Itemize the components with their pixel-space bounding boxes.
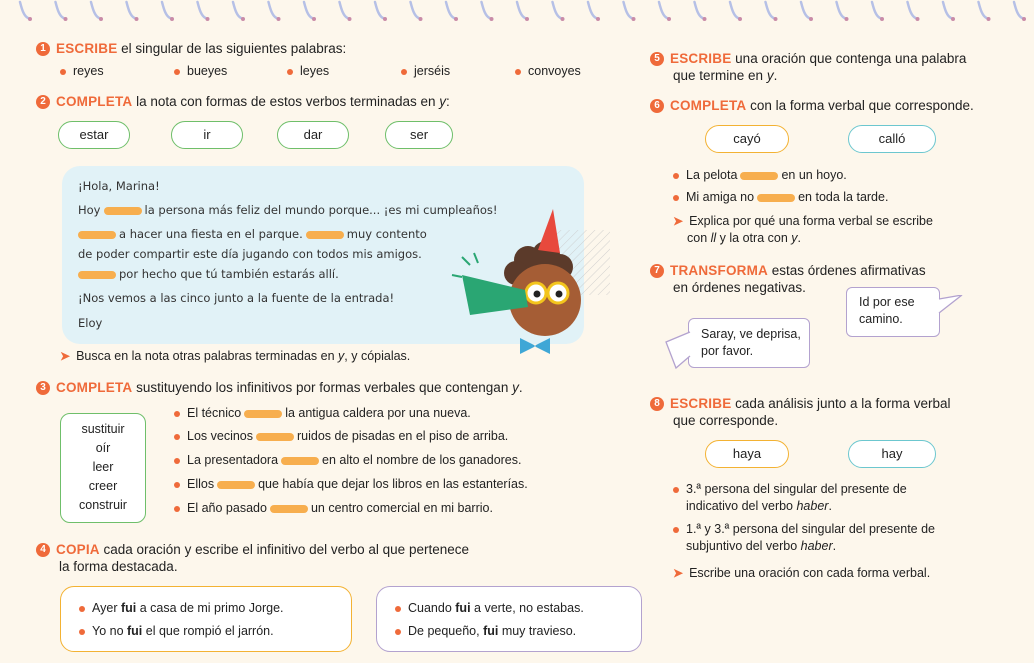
note-line: por hecho que tú también estarás allí. bbox=[78, 267, 339, 281]
sentences-box-right bbox=[376, 586, 642, 652]
sentence-item: Ayer fui a casa de mi primo Jorge. bbox=[79, 601, 284, 615]
note-line: ¡Hola, Marina! bbox=[78, 179, 160, 193]
answer-blank bbox=[306, 231, 344, 239]
spiral-binding bbox=[0, 0, 1034, 24]
exercise-number: 2 bbox=[36, 95, 50, 109]
instruction-text-continued: que corresponde. bbox=[673, 413, 779, 428]
sentence-item: Yo no fui el que rompió el jarrón. bbox=[79, 624, 274, 638]
sentence-item: El año pasado un centro comercial en mi barrio. bbox=[174, 501, 493, 515]
sentence-item: La pelota en un hoyo. bbox=[673, 168, 847, 182]
note-signature: Eloy bbox=[78, 316, 103, 330]
exercise-number: 6 bbox=[650, 99, 664, 113]
instruction-verb: ESCRIBE bbox=[56, 41, 118, 56]
word-item: reyes bbox=[60, 64, 104, 78]
verb-pill: cayó bbox=[705, 125, 789, 153]
instruction-verb: COMPLETA bbox=[56, 94, 133, 109]
speech-bubble-tail bbox=[938, 295, 966, 321]
exercise-1-heading bbox=[36, 40, 346, 57]
task-line: ➤ Busca en la nota otras palabras terminadas en y, y cópialas. bbox=[60, 349, 411, 363]
sentence-item: El técnico la antigua caldera por una nueva. bbox=[174, 406, 471, 420]
sentence-item: Cuando fui a verte, no estabas. bbox=[395, 601, 584, 615]
instruction-text-continued: que termine en y. bbox=[673, 68, 778, 83]
sentence-item: Ellos que había que dejar los libros en las estanterías. bbox=[174, 477, 528, 491]
exercise-number: 4 bbox=[36, 543, 50, 557]
answer-blank bbox=[78, 231, 116, 239]
sentence-item: La presentadora en alto el nombre de los ganadores. bbox=[174, 453, 522, 467]
word-item: convoyes bbox=[515, 64, 581, 78]
sentence-item: De pequeño, fui muy travieso. bbox=[395, 624, 576, 638]
exercise-7-heading: 7 TRANSFORMA estas órdenes afirmativas bbox=[650, 262, 926, 279]
word-item: jerséis bbox=[401, 64, 450, 78]
note-line: Hoy la persona más feliz del mundo porque... ¡es mi cumpleaños! bbox=[78, 203, 498, 217]
answer-blank bbox=[78, 271, 116, 279]
birthday-boy-illustration bbox=[450, 205, 615, 355]
word-item: leyes bbox=[287, 64, 329, 78]
sentence-item: Los vecinos ruidos de pisadas en el piso de arriba. bbox=[174, 429, 508, 443]
verb-pill: hay bbox=[848, 440, 936, 468]
analysis-item: 1.ª y 3.ª persona del singular del presente de bbox=[673, 522, 935, 536]
task-line: ➤ Explica por qué una forma verbal se escribe bbox=[673, 214, 933, 228]
instruction-verb: COMPLETA bbox=[670, 98, 747, 113]
speech-bubble-tail bbox=[664, 330, 692, 370]
task-line-continued: con ll y la otra con y. bbox=[687, 231, 801, 245]
sentence-item: Mi amiga no en toda la tarde. bbox=[673, 190, 888, 204]
exercise-3-heading: 3 COMPLETA sustituyendo los infinitivos por formas verbales que contengan y. bbox=[36, 379, 523, 396]
instruction-text: el singular de las siguientes palabras: bbox=[117, 41, 347, 56]
analysis-item-continued: indicativo del verbo haber. bbox=[686, 499, 832, 513]
word-item: bueyes bbox=[174, 64, 227, 78]
exercise-5-heading: 5 ESCRIBE una oración que contenga una palabra bbox=[650, 50, 966, 67]
analysis-item: 3.ª persona del singular del presente de bbox=[673, 482, 907, 496]
note-line: ¡Nos vemos a las cinco junto a la fuente de la entrada! bbox=[78, 291, 395, 305]
instruction-verb: TRANSFORMA bbox=[670, 263, 768, 278]
exercise-number: 7 bbox=[650, 264, 664, 278]
task-line: ➤ Escribe una oración con cada forma verbal. bbox=[673, 566, 931, 580]
note-line: de poder compartir este día jugando con todos mis amigos. bbox=[78, 247, 422, 261]
note-line: a hacer una fiesta en el parque. muy contento bbox=[78, 227, 427, 241]
verb-pill: dar bbox=[277, 121, 349, 149]
speech-bubble: Id por ese camino. bbox=[846, 287, 940, 337]
verb-pill: ir bbox=[171, 121, 243, 149]
sentences-box-left bbox=[60, 586, 352, 652]
verb-pill: ser bbox=[385, 121, 453, 149]
instruction-verb: COPIA bbox=[56, 542, 100, 557]
verb-pill: haya bbox=[705, 440, 789, 468]
instruction-verb: ESCRIBE bbox=[670, 396, 732, 411]
speech-bubble: Saray, ve deprisa, por favor. bbox=[688, 318, 810, 368]
verb-pill: calló bbox=[848, 125, 936, 153]
exercise-4-heading: 4 COPIA cada oración y escribe el infinitivo del verbo al que pertenece bbox=[36, 541, 469, 558]
exercise-6-heading: 6 COMPLETA con la forma verbal que corresponde. bbox=[650, 97, 974, 114]
exercise-number: 3 bbox=[36, 381, 50, 395]
verb-pill: estar bbox=[58, 121, 130, 149]
exercise-number: 8 bbox=[650, 397, 664, 411]
exercise-number: 5 bbox=[650, 52, 664, 66]
analysis-item-continued: subjuntivo del verbo haber. bbox=[686, 539, 837, 553]
exercise-8-heading: 8 ESCRIBE cada análisis junto a la forma verbal bbox=[650, 395, 951, 412]
instruction-text-continued: la forma destacada. bbox=[59, 559, 178, 574]
instruction-verb: COMPLETA bbox=[56, 380, 133, 395]
answer-blank bbox=[104, 207, 142, 215]
instruction-verb: ESCRIBE bbox=[670, 51, 732, 66]
instruction-text-continued: en órdenes negativas. bbox=[673, 280, 806, 295]
exercise-2-heading: 2 COMPLETA la nota con formas de estos verbos terminadas en y: bbox=[36, 93, 450, 110]
exercise-number: 1 bbox=[36, 42, 50, 56]
infinitive-box: sustituir oír leer creer construir bbox=[60, 413, 146, 523]
